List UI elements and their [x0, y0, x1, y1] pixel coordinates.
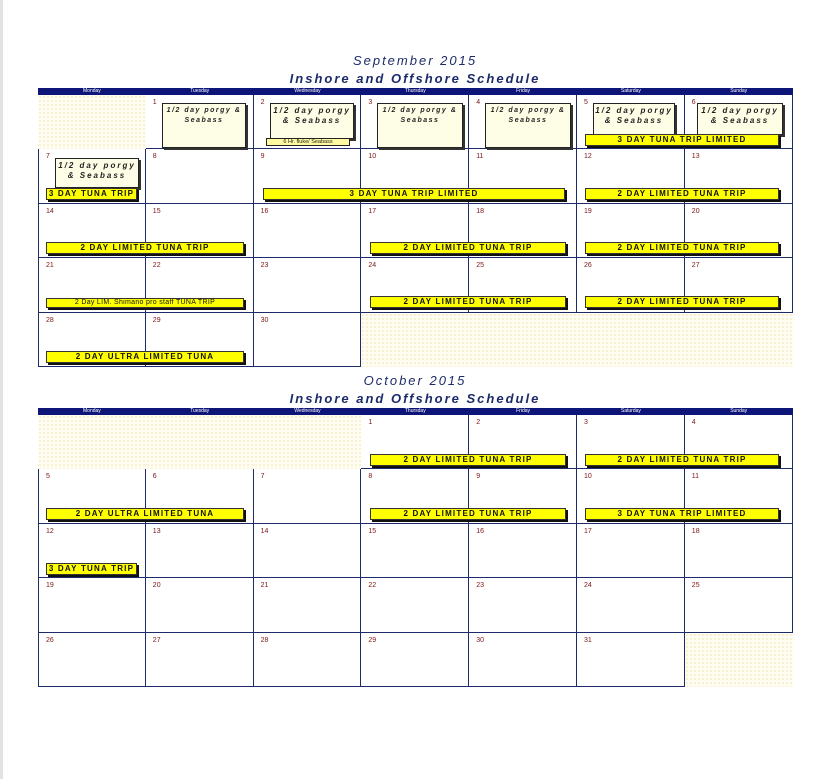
schedule-title-october: Inshore and Offshore Schedule [289, 391, 541, 406]
event-2-day-lim-shimano-tuna-trip: 2 Day LIM. Shimano pro staff TUNA TRIP [46, 298, 244, 308]
weekday-saturday: Saturday [620, 88, 641, 94]
empty-day-cell [38, 415, 146, 469]
day-number: 4 [691, 419, 696, 426]
event-3-day-tuna-trip-limited: 3 DAY TUNA TRIP LIMITED [585, 508, 779, 520]
page-left-edge [0, 0, 3, 779]
day-cell [254, 258, 362, 312]
day-cell [254, 469, 362, 523]
weekday-monday: Monday [83, 88, 101, 94]
event-2-day-limited-tuna-trip: 2 DAY LIMITED TUNA TRIP [585, 454, 779, 466]
day-number: 20 [152, 582, 161, 590]
event-2-day-ultra-limited-tuna: 2 DAY ULTRA LIMITED TUNA [46, 508, 244, 520]
day-number: 11 [476, 153, 484, 161]
day-number: 31 [584, 636, 592, 644]
day-number: 5 [46, 473, 50, 481]
day-number: 1 [152, 99, 157, 106]
day-number: 7 [46, 153, 50, 161]
day-number: 9 [476, 473, 481, 481]
day-number: 24 [368, 262, 377, 270]
day-number: 26 [46, 636, 54, 644]
weekday-header [38, 88, 793, 95]
day-number: 23 [476, 582, 484, 590]
weekday-sunday: Sunday [730, 408, 748, 414]
schedule-title-september: Inshore and Offshore Schedule [289, 71, 541, 86]
day-number: 14 [46, 207, 54, 215]
day-number: 24 [584, 582, 592, 590]
note-half-day-porgy-seabass: 1/2 day porgy & Seabass [593, 103, 675, 135]
day-cell [685, 578, 793, 632]
day-number: 30 [476, 636, 484, 644]
day-number: 29 [152, 316, 161, 324]
month-title-october: October 2015 [363, 373, 467, 388]
empty-day-cell [361, 313, 469, 367]
day-cell [469, 524, 577, 578]
event-2-day-limited-tuna-trip: 2 DAY LIMITED TUNA TRIP [585, 188, 779, 200]
day-number: 29 [368, 636, 377, 644]
day-number: 10 [368, 153, 377, 161]
event-2-day-limited-tuna-trip: 2 DAY LIMITED TUNA TRIP [370, 296, 566, 308]
day-number: 14 [260, 527, 269, 535]
day-number: 25 [691, 582, 700, 590]
empty-day-cell [146, 415, 254, 469]
day-number: 15 [368, 527, 377, 535]
empty-day-cell [38, 95, 146, 149]
event-3-day-tuna-trip-limited: 3 DAY TUNA TRIP LIMITED [585, 134, 779, 146]
day-number: 9 [260, 153, 265, 161]
day-number: 12 [46, 527, 54, 535]
note-6hr-fluke-seabass: 6 Hr. fluke/ Seabass [266, 138, 350, 146]
month-title-september: September 2015 [352, 53, 478, 68]
empty-day-cell [254, 415, 362, 469]
day-cell [577, 633, 685, 687]
weekday-monday: Monday [83, 408, 101, 414]
day-number: 6 [691, 99, 696, 106]
day-number: 21 [46, 262, 54, 270]
event-2-day-ultra-limited-tuna: 2 DAY ULTRA LIMITED TUNA [46, 351, 244, 363]
day-number: 12 [584, 153, 592, 161]
empty-day-cell [685, 633, 793, 687]
weekday-tuesday: Tuesday [190, 408, 210, 414]
note-half-day-porgy-seabass: 1/2 day porgy & Seabass [485, 103, 571, 148]
day-number: 3 [584, 419, 588, 426]
day-cell [38, 633, 146, 687]
day-cell [254, 313, 362, 367]
day-number: 13 [691, 153, 700, 161]
day-number: 3 [368, 99, 373, 106]
weekday-thursday: Thursday [404, 408, 426, 414]
day-cell [577, 578, 685, 632]
weekday-friday: Friday [516, 88, 531, 94]
day-number: 17 [368, 207, 377, 215]
day-number: 11 [691, 473, 700, 481]
day-number: 23 [260, 262, 269, 270]
weekday-tuesday: Tuesday [190, 88, 210, 94]
day-number: 16 [476, 527, 484, 535]
day-cell [469, 633, 577, 687]
event-2-day-limited-tuna-trip: 2 DAY LIMITED TUNA TRIP [585, 296, 779, 308]
weekday-sunday: Sunday [730, 88, 748, 94]
weekday-wednesday: Wednesday [294, 408, 321, 414]
note-half-day-porgy-seabass: 1/2 day porgy & Seabass [270, 103, 354, 139]
day-number: 19 [584, 207, 592, 215]
day-number: 7 [260, 473, 265, 481]
day-number: 21 [260, 582, 269, 590]
day-number: 28 [46, 316, 54, 324]
event-2-day-limited-tuna-trip: 2 DAY LIMITED TUNA TRIP [585, 242, 779, 254]
empty-day-cell [685, 313, 793, 367]
weekday-saturday: Saturday [620, 408, 641, 414]
day-number: 27 [691, 262, 700, 270]
day-cell [254, 633, 362, 687]
day-number: 25 [476, 262, 484, 270]
event-2-day-limited-tuna-trip: 2 DAY LIMITED TUNA TRIP [46, 242, 244, 254]
day-cell [361, 633, 469, 687]
day-cell [685, 524, 793, 578]
day-number: 6 [152, 473, 157, 481]
empty-day-cell [577, 313, 685, 367]
event-3-day-tuna-trip-limited: 3 DAY TUNA TRIP LIMITED [263, 188, 565, 200]
day-cell [146, 633, 254, 687]
day-cell [146, 578, 254, 632]
day-cell [254, 524, 362, 578]
day-number: 13 [152, 527, 161, 535]
day-number: 27 [152, 636, 161, 644]
day-number: 28 [260, 636, 269, 644]
note-half-day-porgy-seabass: 1/2 day porgy & Seabass [377, 103, 463, 148]
event-3-day-tuna-trip: 3 DAY TUNA TRIP [46, 563, 137, 575]
day-cell [254, 204, 362, 258]
day-number: 8 [152, 153, 157, 161]
day-number: 2 [260, 99, 265, 106]
weekday-friday: Friday [516, 408, 531, 414]
day-number: 19 [46, 582, 54, 590]
day-cell [254, 578, 362, 632]
day-number: 26 [584, 262, 592, 270]
empty-day-cell [469, 313, 577, 367]
note-half-day-porgy-seabass: 1/2 day porgy & Seabass [55, 158, 139, 188]
day-number: 4 [476, 99, 481, 106]
day-number: 30 [260, 316, 269, 324]
day-cell [577, 524, 685, 578]
day-number: 18 [476, 207, 484, 215]
event-3-day-tuna-trip: 3 DAY TUNA TRIP [46, 188, 137, 200]
day-cell [146, 524, 254, 578]
day-number: 15 [152, 207, 161, 215]
day-number: 22 [152, 262, 161, 270]
day-number: 17 [584, 527, 592, 535]
day-number: 2 [476, 419, 481, 426]
weekday-wednesday: Wednesday [294, 88, 321, 94]
day-number: 8 [368, 473, 373, 481]
day-cell [361, 578, 469, 632]
day-cell [38, 578, 146, 632]
weekday-header [38, 408, 793, 415]
day-cell [361, 524, 469, 578]
event-2-day-limited-tuna-trip: 2 DAY LIMITED TUNA TRIP [370, 242, 566, 254]
day-number: 18 [691, 527, 700, 535]
day-number: 22 [368, 582, 377, 590]
day-number: 1 [368, 419, 373, 426]
note-half-day-porgy-seabass: 1/2 day porgy & Seabass [162, 103, 246, 148]
day-cell [146, 149, 254, 203]
day-number: 5 [584, 99, 588, 106]
weekday-thursday: Thursday [404, 88, 426, 94]
day-number: 16 [260, 207, 269, 215]
day-number: 20 [691, 207, 700, 215]
note-half-day-porgy-seabass: 1/2 day porgy & Seabass [697, 103, 783, 135]
day-cell [469, 578, 577, 632]
event-2-day-limited-tuna-trip: 2 DAY LIMITED TUNA TRIP [370, 508, 566, 520]
day-number: 10 [584, 473, 592, 481]
event-2-day-limited-tuna-trip: 2 DAY LIMITED TUNA TRIP [370, 454, 566, 466]
